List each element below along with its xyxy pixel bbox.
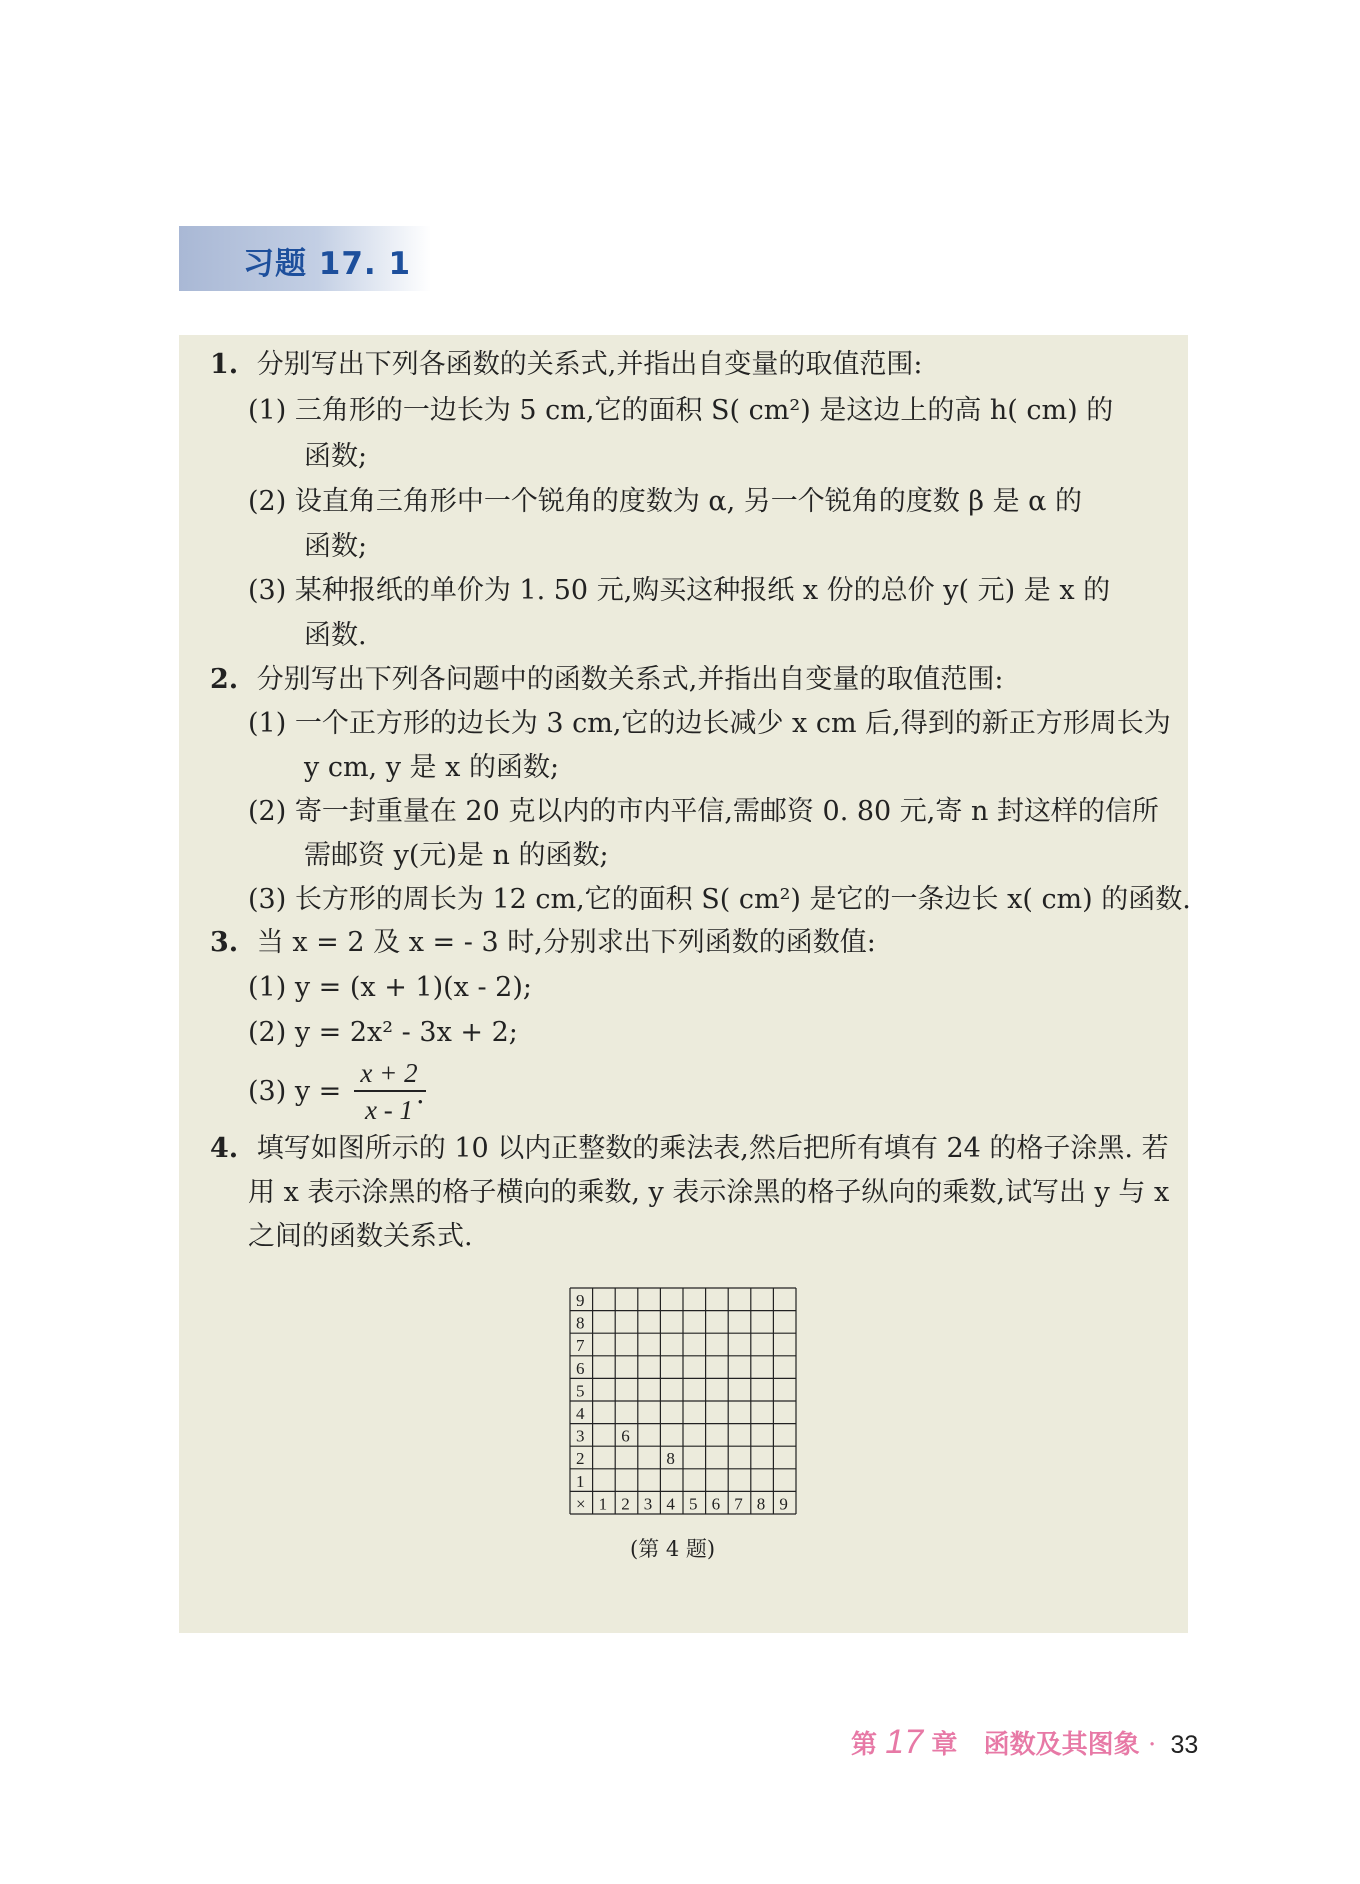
problem-1-part-2-cont: 函数; xyxy=(304,531,368,562)
chapter-prefix: 第 xyxy=(851,1730,878,1760)
figure-caption: (第 4 题) xyxy=(630,1537,716,1561)
table-grid-lines xyxy=(570,1288,796,1514)
col-label: 8 xyxy=(756,1494,766,1514)
table-cell-value: 8 xyxy=(666,1449,675,1469)
row-label: 5 xyxy=(576,1381,585,1401)
row-label: 9 xyxy=(576,1291,585,1310)
problem-4-cont-1: 用 x 表示涂黑的格子横向的乘数, y 表示涂黑的格子纵向的乘数,试写出 y 与 x xyxy=(248,1177,1170,1208)
problem-3-part-3-prefix: (3) y = xyxy=(248,1076,342,1107)
problem-1 xyxy=(210,348,922,382)
problem-2-part-2-cont: 需邮资 y(元)是 n 的函数; xyxy=(304,840,609,871)
page-footer xyxy=(851,1723,1198,1762)
col-label: 3 xyxy=(643,1494,653,1514)
problem-2-part-1-cont: y cm, y 是 x 的函数; xyxy=(304,752,560,783)
footer-dot: · xyxy=(1147,1730,1157,1760)
section-title-band xyxy=(179,226,431,291)
problem-text: 当 x = 2 及 x = - 3 时,分别求出下列函数的函数值: xyxy=(256,927,876,958)
problem-1-part-2: (2) 设直角三角形中一个锐角的度数为 α, 另一个锐角的度数 β 是 α 的 xyxy=(248,486,1082,517)
page-number: 33 xyxy=(1170,1731,1199,1759)
col-label: 5 xyxy=(689,1494,698,1514)
problem-3-part-1: (1) y = (x + 1)(x - 2); xyxy=(248,972,532,1003)
fraction-period: . xyxy=(416,1079,425,1110)
problem-4 xyxy=(210,1132,1169,1166)
problem-2-part-1: (1) 一个正方形的边长为 3 cm,它的边长减少 x cm 后,得到的新正方形周长为 xyxy=(248,708,1171,739)
col-label: 9 xyxy=(779,1494,788,1514)
problem-number: 3. xyxy=(210,927,239,958)
fraction-numerator: x + 2 xyxy=(360,1058,418,1088)
problem-number: 1. xyxy=(210,349,239,380)
col-label: 4 xyxy=(666,1494,675,1514)
chapter-name: 函数及其图象 xyxy=(983,1730,1140,1760)
problem-4-cont-2: 之间的函数关系式. xyxy=(248,1221,473,1252)
problem-1-part-1-cont: 函数; xyxy=(304,441,368,472)
col-label: 6 xyxy=(711,1494,721,1514)
problem-number: 4. xyxy=(210,1133,239,1164)
problem-number: 2. xyxy=(210,664,239,695)
problem-1-part-3: (3) 某种报纸的单价为 1. 50 元,购买这种报纸 x 份的总价 y( 元) 是 x 的 xyxy=(248,575,1111,606)
problem-2-part-3: (3) 长方形的周长为 12 cm,它的面积 S( cm²) 是它的一条边长 x( cm) 的函数. xyxy=(248,884,1191,915)
row-label: 6 xyxy=(576,1358,585,1378)
problem-text: 填写如图所示的 10 以内正整数的乘法表,然后把所有填有 24 的格子涂黑. 若 xyxy=(256,1133,1169,1164)
table-labels xyxy=(576,1291,788,1513)
section-title: 习题 17. 1 xyxy=(243,246,412,282)
chapter-suffix: 章 xyxy=(931,1730,958,1760)
row-label: 4 xyxy=(576,1404,585,1423)
row-label: 2 xyxy=(576,1449,585,1469)
problem-2 xyxy=(210,663,1003,697)
problem-3 xyxy=(210,926,876,960)
problem-text: 分别写出下列各问题中的函数关系式,并指出自变量的取值范围: xyxy=(256,664,1004,695)
col-label: 7 xyxy=(734,1494,743,1514)
problem-text: 分别写出下列各函数的关系式,并指出自变量的取值范围: xyxy=(256,349,923,380)
row-label: 8 xyxy=(576,1313,585,1333)
fraction-denominator: x - 1 xyxy=(365,1095,413,1125)
corner-label: × xyxy=(576,1494,586,1514)
col-label: 1 xyxy=(598,1494,608,1514)
table-cell-value: 6 xyxy=(621,1426,630,1446)
problem-2-part-2: (2) 寄一封重量在 20 克以内的市内平信,需邮资 0. 80 元,寄 n 封这样的信所 xyxy=(248,796,1159,827)
chapter-number: 17 xyxy=(885,1723,924,1761)
row-label: 1 xyxy=(576,1471,585,1491)
problem-1-part-3-cont: 函数. xyxy=(304,620,367,651)
row-label: 7 xyxy=(576,1336,585,1356)
problem-1-part-1: (1) 三角形的一边长为 5 cm,它的面积 S( cm²) 是这边上的高 h( cm) 的 xyxy=(248,395,1114,426)
col-label: 2 xyxy=(621,1494,630,1514)
multiplication-table xyxy=(568,1286,808,1520)
problem-3-part-2: (2) y = 2x² - 3x + 2; xyxy=(248,1017,518,1048)
row-label: 3 xyxy=(576,1426,585,1446)
